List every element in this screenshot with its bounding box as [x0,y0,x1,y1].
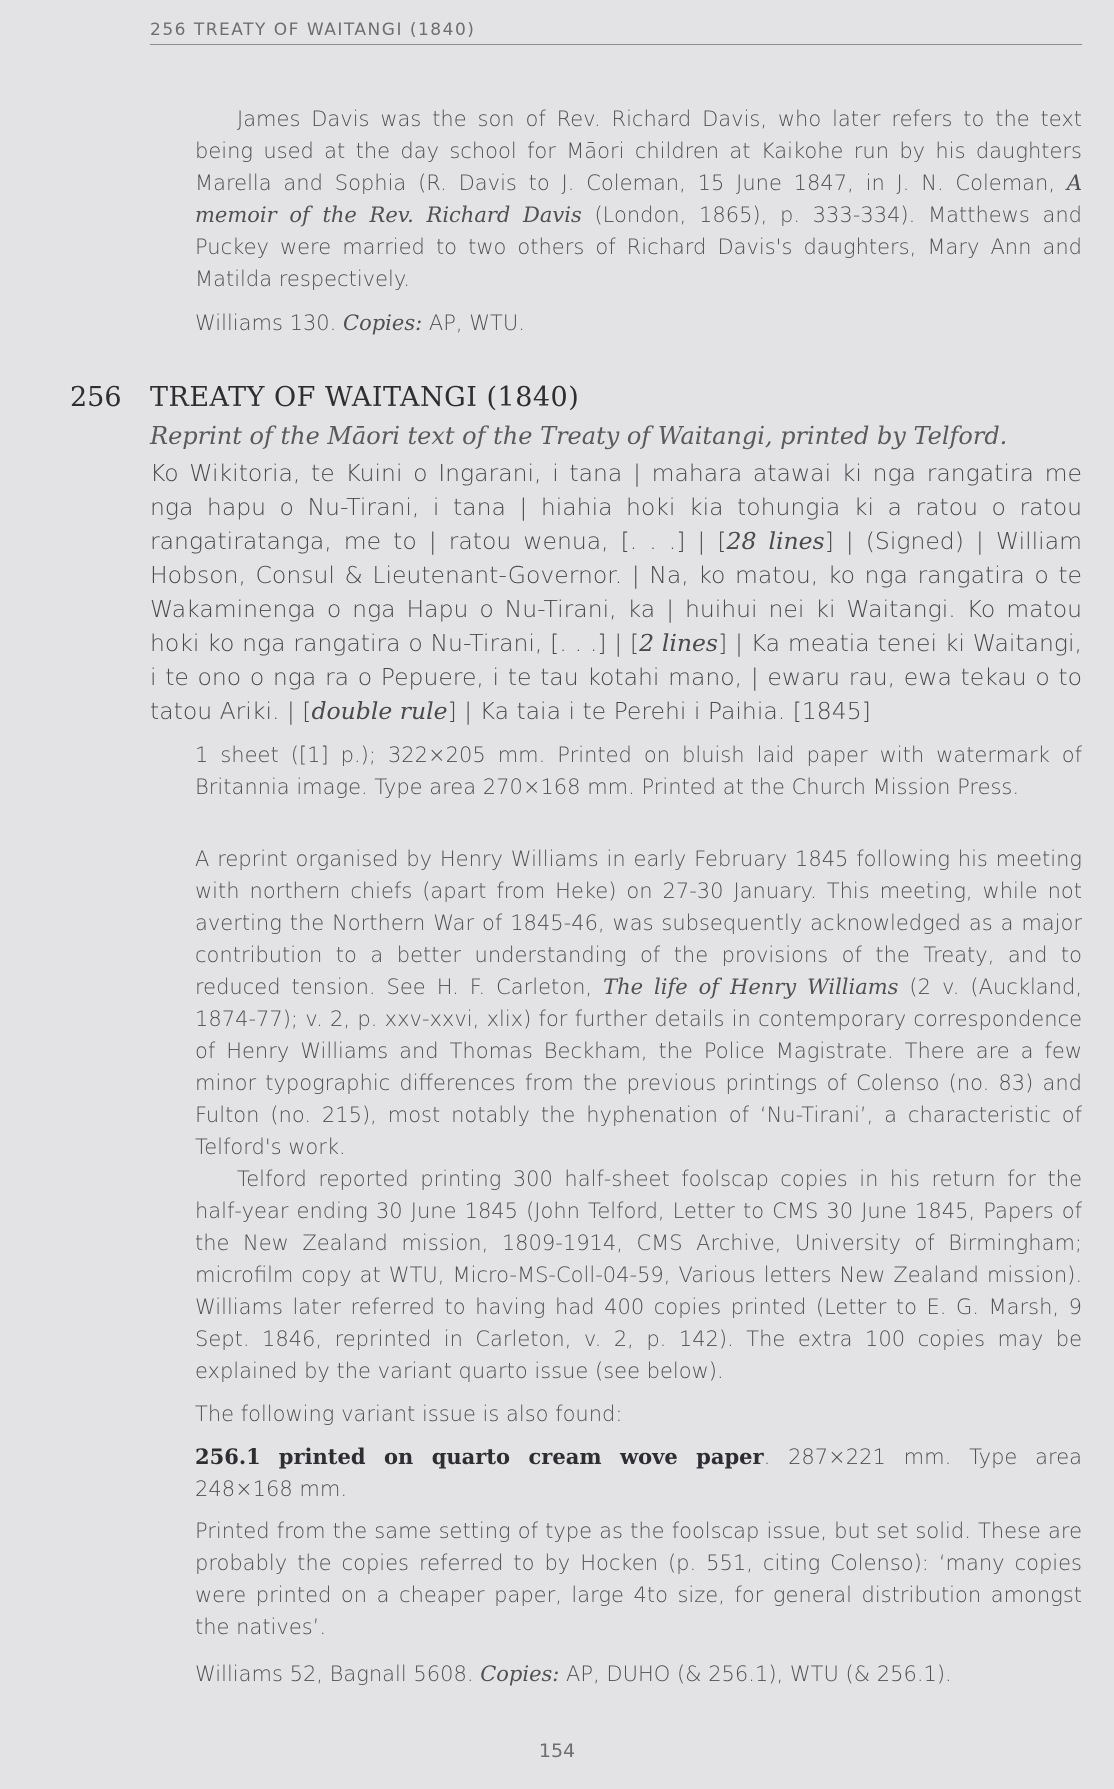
variant-note: Printed from the same setting of type as the foolscap issue, but set solid. These are probably the copies referred to by Hocken (p. 551, citing Colenso): ‘many copies were printed on a cheaper paper, large 4to size, for general distribution amongst the natives’. [195,1519,1082,1639]
variant-intro: The following variant issue is also found: [195,1402,623,1426]
prev-entry-note: James Davis was the son of Rev. Richard Davis, who later refers to the text being used at the day school for Māori children at Kaikohe run by his daughters Marella and Sophia (R. Davis to J. Coleman, 15 June 1847, in J. N. Coleman, A memoir of the Rev. Richard Davis (London, 1865), p. 333-334). Matthews and Puckey were married to two others of Richard Davis's daughters, Mary Ann and Matilda respectively. [195,107,1082,291]
variant-issue: 256.1 printed on quarto cream wove paper. 287×221 mm. Type area 248×168 mm. [195,1444,1082,1501]
telford-note: Telford reported printing 300 half-sheet foolscap copies in his return for the half-year ending 30 June 1845 (John Telford, Letter to CMS 30 June 1845, Papers of the New Zealand mission, 1809-1914, CMS Archive, University of Birmingham; microfilm copy at WTU, Micro-MS-Coll-04-59, Various letters New Zealand mission). Williams later referred to having had 400 copies printed (Letter to E. G. Marsh, 9 Sept. 1846, reprinted in Carleton, v. 2, p. 142). The extra 100 copies may be explained by the variant quarto issue (see below). [195,1167,1082,1383]
entry-title: TREATY OF WAITANGI (1840) [150,382,580,413]
treaty-transcription: Ko Wikitoria, te Kuini o Ingarani, i tana | mahara atawai ki nga rangatira me nga hapu o Nu-Tirani, i tana | hiahia hoki kia tohungia ki a ratou o ratou rangatiratanga, me to | ratou wenua, [. . .] | [28 lines] | (Signed) | William Hobson, Consul & Lieutenant-Governor. | Na, ko matou, ko nga rangatira o te Wakaminenga o nga Hapu o Nu-Tirani, ka | huihui nei ki Waitangi. Ko matou hoki ko nga rangatira o Nu-Tirani, [. . .] | [2 lines] | Ka meatia tenei ki Waitangi, i te ono o nga ra o Pepuere, i te tau kotahi mano, | ewaru rau, ewa tekau o to tatou Ariki. | [double rule] | Ka taia i te Perehi i Paihia. [1845] [150,459,1083,725]
history-note: A reprint organised by Henry Williams in early February 1845 following his meeting with northern chiefs (apart from Heke) on 27-30 January. This meeting, while not averting the Northern War of 1845-46, was subsequently acknowledged as a major contribution to a better understanding of the provisions of the Treaty, and to reduced tension. See H. F. Carleton, The life of Henry Williams (2 v. (Auckland, 1874-77); v. 2, p. xxv-xxvi, xlix) for further details in contemporary correspondence of Henry Williams and Thomas Beckham, the Police Magistrate. There are a few minor typographic differences from the previous printings of Colenso (no. 83) and Fulton (no. 215), most notably the hyphenation of ‘Nu-Tirani’, a characteristic of Telford's work. [195,847,1082,1159]
physical-description: 1 sheet ([1] p.); 322×205 mm. Printed on bluish laid paper with watermark of Britannia image. Type area 270×168 mm. Printed at the Church Mission Press. [195,743,1082,799]
entry-references: Williams 52, Bagnall 5608. Copies: AP, DUHO (& 256.1), WTU (& 256.1). [195,1662,952,1686]
page-number: 154 [538,1740,576,1762]
entry-number: 256 [70,382,122,413]
entry-subtitle: Reprint of the Māori text of the Treaty of Waitangi, printed by Telford. [150,422,1008,450]
running-head: 256 TREATY OF WAITANGI (1840) [150,20,1082,45]
prev-entry-references: Williams 130. Copies: AP, WTU. [195,311,525,335]
